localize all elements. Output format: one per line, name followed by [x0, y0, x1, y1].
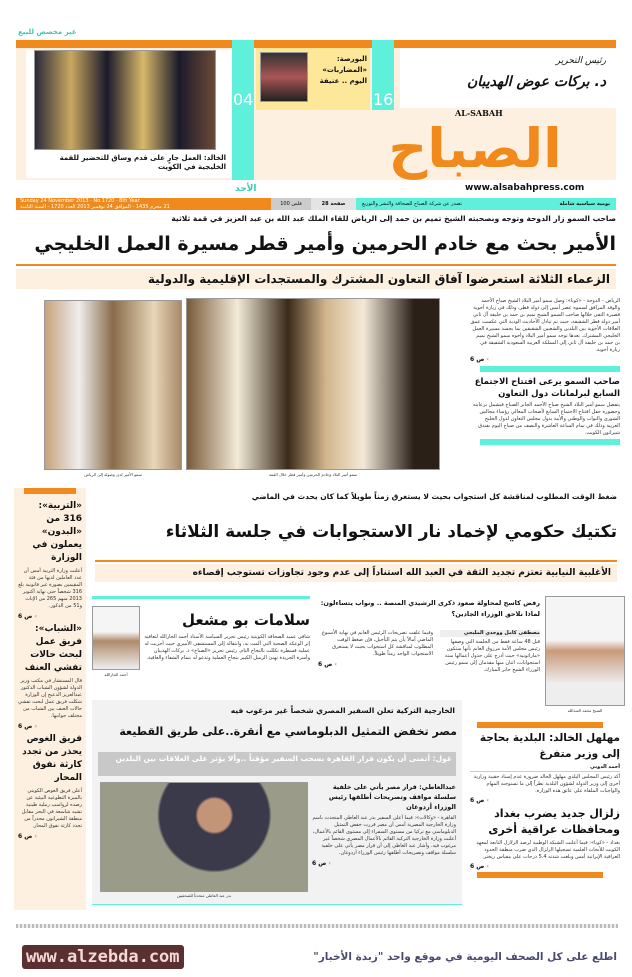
- more-link[interactable]: ص 6 ‹: [470, 356, 620, 363]
- egypt-headline[interactable]: مصر تخفض التمثيل الدبلوماسي مع أنقرة..على طريق القطيعة: [119, 725, 457, 738]
- divider: [16, 264, 616, 266]
- side-story-body: يتفضل سمو أمير البلاد الشيخ صباح الأحمد الجابر الصباح فيشمل برعايته وحضوره حفل افتتاح الاجتماع السابع لأصحاب المعالي رؤساء مجالس الشورى والنواب والوطني والأمة بدول مجلس التعاون لدول الخليج العربية وذلك في تمام الساعة العاشرة والنصف من صباح اليوم بفندق شيراتون الكويت.: [472, 402, 620, 436]
- teaser-caption: الخالد: العمل جارٍ على قدم وساق للتحضير للقمة الخليجية في الكويت: [59, 154, 226, 171]
- second-headline[interactable]: تكتيك حكومي لإخماد نار الاستجوابات في جلسة الثلاثاء: [165, 522, 617, 542]
- minister-photo: [545, 596, 625, 706]
- left-column: [14, 488, 86, 910]
- editor-label: رئيس التحرير: [555, 56, 606, 66]
- second-body-cont: وفيما علقت تصريحات الرئيس الغانم في نهاية الأسبوع الماضي آمالاً بأن يتم التأجيل، فإن ضغط الوقت المطلوب لمناقشة كل استجواب بحيث لا يستغرق الاستجواب الواحد زمناً طويلاً.: [321, 630, 433, 657]
- page-marker-bar: [232, 40, 254, 180]
- date-english: Sunday 24 November 2013 · No.1720 · 8th Year: [20, 198, 140, 204]
- teaser-text: البورصة: «المضاربات» اليوم .. عنيفة: [319, 55, 367, 85]
- divider: [477, 872, 603, 878]
- right-story-headline[interactable]: زلزال جديد يضرب بغداد ومحافظات عراقية أخرى: [488, 807, 620, 836]
- more-link[interactable]: ص 6 ‹: [318, 661, 433, 668]
- egypt-subhead: غول: أتمنى أن يكون قرار القاهرة بسحب السفير مؤقتاً ..وألا يؤثر على العلاقات بين البلدين: [98, 752, 456, 776]
- footer-url[interactable]: www.alzebda.com: [22, 945, 184, 969]
- lead-body: الرياض - الدوحة - «كونا»: وصل سمو أمير البلاد الشيخ صباح الأحمد والوفد المرافق لسموه عصر أمس إلى دولة قطر، وذلك في زيارة أخوية قصيرة التقى خلالها صاحب السمو الشيخ تميم بن حمد بن خليفة آل ثاني أمير دولة قطر الشقيقة، حيث تم تبادل الأحاديث الودية التي عكست عمق العلاقات الأخوية بين البلدين والشعبين الشقيقين بما يجسد مسيرة العمل الخليجي المشترك. بعدها توجه سمو أمير البلاد وأخوه سمو الشيخ تميم بن حمد بن خليفة آل ثاني إلى المملكة العربية السعودية الشقيقة في زيارة أخوية.: [470, 298, 620, 353]
- date-strip: [16, 198, 271, 210]
- divider: [480, 366, 620, 372]
- more-link[interactable]: ص 6 ‹: [18, 723, 82, 730]
- left-story-headline[interactable]: «التربية»: 316 من «البدون» يعملون في الوزارة: [32, 501, 82, 563]
- byline: أحمد الدوبي: [470, 764, 620, 772]
- lead-kicker: صاحب السمو زار الدوحة وتوجه وبصحبته الشيخ تميم بن حمد إلى الرياض للقاء الملك عبد الله بن عبد العزيز في قمة ثلاثية: [171, 214, 616, 223]
- photo-caption: سمو أمير البلاد وخادم الحرمين وأمير قطر خلال القمة: [268, 472, 358, 477]
- left-story-body: أعلن فريق الغوص الكويتي بالمبرة التطوعية البيئية عن رصده لرواسب رملية طينية تشبه شاسعة في البحر مقابل منطقة الشيراتون محذراً من تجدد كارثة نفوق المحار.: [21, 788, 82, 829]
- left-story-body: أعلنت وزارة التربية أمس أن عدد العاملين لديها من فئة المقيمين بصورة غير قانونية بلغ 316 شخصاً حتى نهاية أكتوبر 2013 منهم 265 من الإناث و51 من الذكور.: [18, 568, 82, 609]
- right-column: [470, 722, 620, 878]
- more-link[interactable]: ص 6 ‹: [312, 860, 456, 867]
- lead-side-column: [470, 298, 620, 445]
- tagline: يومية سياسية شاملة: [559, 201, 610, 207]
- logo: الصباح: [388, 117, 562, 180]
- divider: [480, 439, 620, 445]
- publisher: تصدر عن شركة الصباح للصحافة والنشر والتوزيع: [362, 201, 462, 207]
- divider: [92, 596, 310, 599]
- second-kicker: ضغط الوقت المطلوب لمناقشة كل استجواب بحيث لا يستغرق زمناً طويلاً كما كان يحدث في الماضي: [251, 492, 617, 501]
- right-story-body: أكد رئيس المجلس البلدي مهلهل الخالد ضرورة عدم إسناد حقيبة وزارية أخرى إلى وزير الدولة لشؤون البلدية نظراً إلى ما تستوجبه المهام والواجبات الملقاة على عاتق هذه الوزارة.: [473, 774, 620, 794]
- left-story-headline[interactable]: فريق الغوص يحذر من تجدد كارثة نفوق المحار: [22, 734, 82, 783]
- teaser-center[interactable]: [256, 48, 370, 110]
- second-note: رفض كاسح لمحاولة صعود ذكرى الرشيدي المنصة .. ونواب يتساءلون: لماذا نلاحق الوزراء الجادين؟: [320, 599, 540, 618]
- column-headline[interactable]: سلامات بو مشعل: [181, 611, 310, 629]
- price: 100 فلس: [271, 198, 311, 210]
- second-subhead: الأغلبية النيابية تعتزم تجديد الثقة في العبد الله استناداً إلى عدم وجود تجاوزات تستوجب إقصاءه: [95, 564, 617, 582]
- more-link[interactable]: ص 6 ‹: [18, 833, 82, 840]
- info-strip: [16, 198, 616, 210]
- divider: [477, 722, 603, 728]
- lead-photo-summit: [186, 298, 440, 470]
- editor-name: د. بركات عوض الهديبان: [466, 74, 606, 90]
- egypt-kicker: الخارجية التركية تعلن السفير المصري شخصاً غير مرغوب فيه: [230, 706, 455, 715]
- egypt-side-headline: عبدالعاطي: قرار مصر يأتي على خلفية سلسلة مواقف وتصريحات أطلقها رئيس الوزراء أردوغان: [328, 783, 456, 811]
- more-link[interactable]: ص 6 ‹: [18, 613, 82, 620]
- lead-photo-arrival: [44, 300, 182, 470]
- footer-promo: اطلع على كل الصحف اليومية في موقع واحد "زبدة الأخبار": [313, 951, 617, 963]
- egypt-body: القاهرة - «وكالات»: فيما أعلن السفير بدر عبد العاطي المتحدث باسم وزارة الخارجية المصرية أمس أن مصر قررت خفض التمثيل الدبلوماسي مع تركيا من مستوى السفراء إلى مستوى القائم بالأعمال، أعلنت وزارة الخارجية التركية القائم بالأعمال المصري شخصاً غير مرغوب فيه. وأشار عبد العاطي إلى أن قرار مصر يأتي على خلفية سلسلة مواقف وتصريحات أطلقها رئيس الوزراء أردوغان.: [312, 815, 456, 856]
- teaser-page-number: 16: [373, 90, 394, 109]
- right-story-body: بغداد - «كونا»: فيما أعلنت الشبكة الوطنية لرصد الزلازل التابعة لمعهد الكويت للأبحاث العلمية تسجيلها الزلزال الذي ضرب منطقة الحدود العراقية الإيرانية أمس وبلغت شدته 5.4 درجات على مقياس ريختر.: [476, 840, 620, 860]
- egypt-photo: [100, 782, 308, 892]
- second-body-column-2: [318, 630, 433, 668]
- header-rule: [16, 40, 616, 48]
- teaser-photo: [34, 50, 216, 150]
- right-story-headline[interactable]: مهلهل الخالد: البلدية بحاجة إلى وزير متفرغ: [479, 732, 620, 760]
- page-count: 28 صفحة: [311, 198, 356, 210]
- teaser-left[interactable]: [26, 50, 232, 178]
- stock-market-photo: [260, 52, 308, 102]
- left-story-body: قال المستشار في مكتب وزير الدولة لشؤون الشباب الدكتور عبدالعزيز الدعيج إن الوزارة شكلت فريق عمل لبحث تفشي حالات العنف بين الشباب من مختلف جوانبها.: [18, 678, 82, 719]
- more-link[interactable]: ص 6 ‹: [470, 797, 620, 804]
- logo-english: AL-SABAH: [455, 108, 503, 118]
- photo-caption: سمو الأمير لدى وصوله إلى الرياض: [84, 472, 142, 477]
- more-link[interactable]: ص 6 ‹: [470, 863, 620, 870]
- egypt-text-column: [312, 782, 456, 867]
- not-for-sale-label: غير مخصص للبيع: [18, 28, 77, 36]
- website-link[interactable]: www.alsabahpress.com: [465, 183, 585, 193]
- divider: [95, 560, 617, 562]
- side-story-headline[interactable]: صاحب السمو يرعى افتتاح الاجتماع السابع لبرلمانات دول التعاون: [474, 377, 620, 399]
- teaser-page-number: 04: [233, 90, 254, 109]
- left-story-headline[interactable]: «الشباب»: فريق عمل لبحث حالات تفشي العنف: [24, 624, 82, 673]
- editor-box: [400, 48, 616, 108]
- column-body: شافى عميد الصحافة الكويتية رئيس تحرير السياسة الأستاذ أحمد الجارالله لتعافيه إثر الوعكة الصحية التي ألمت به، وانتقاله إلى المستشفى الأميري حيث أجريت له عملية قسطرة تكللت بالنجاح التام. رئيس تحرير «الصباح» د. بركات الهديبان وأسرة الجريدة تهنئ الزميل الكبير بنجاح العملية وتدعو له بتمام الشفاء والعافية.: [144, 634, 310, 661]
- second-body: قبل 48 ساعة فقط من الجلسة التي وصفها رئيس مجلس الأمة مرزوق الغانم بأنها ستكون «ماراثونية» حيث أدرج على جدول أعمالها ستة استجوابات، اثنان منها مقدمان إلى سمو رئيس الوزراء الشيخ جابر المبارك.: [444, 639, 540, 673]
- day-label: الأحد: [235, 184, 257, 194]
- lead-subhead: الزعماء الثلاثة استعرضوا آفاق التعاون المشترك والمستجدات الإقليمية والدولية: [16, 269, 616, 289]
- photo-caption: الشيخ محمد العبدالله: [567, 708, 603, 713]
- byline: مصطفى كامل ووجدي المليجي: [440, 630, 540, 637]
- lead-headline[interactable]: الأمير بحث مع خادم الحرمين وأمير قطر مسيرة العمل الخليجي: [34, 233, 616, 255]
- photo-caption: أحمد الجارالله: [104, 672, 128, 677]
- second-body-column: [440, 630, 540, 674]
- photo-caption: بدر عبد العاطي متحدثاً للصحفيين: [176, 893, 232, 898]
- page-bottom-rule: [16, 924, 618, 928]
- columnist-photo: [92, 606, 140, 670]
- date-arabic: 21 محرم 1435 - الموافق 24 نوفمبر 2013 العدد 1720 - السنة الثامنة: [20, 204, 170, 210]
